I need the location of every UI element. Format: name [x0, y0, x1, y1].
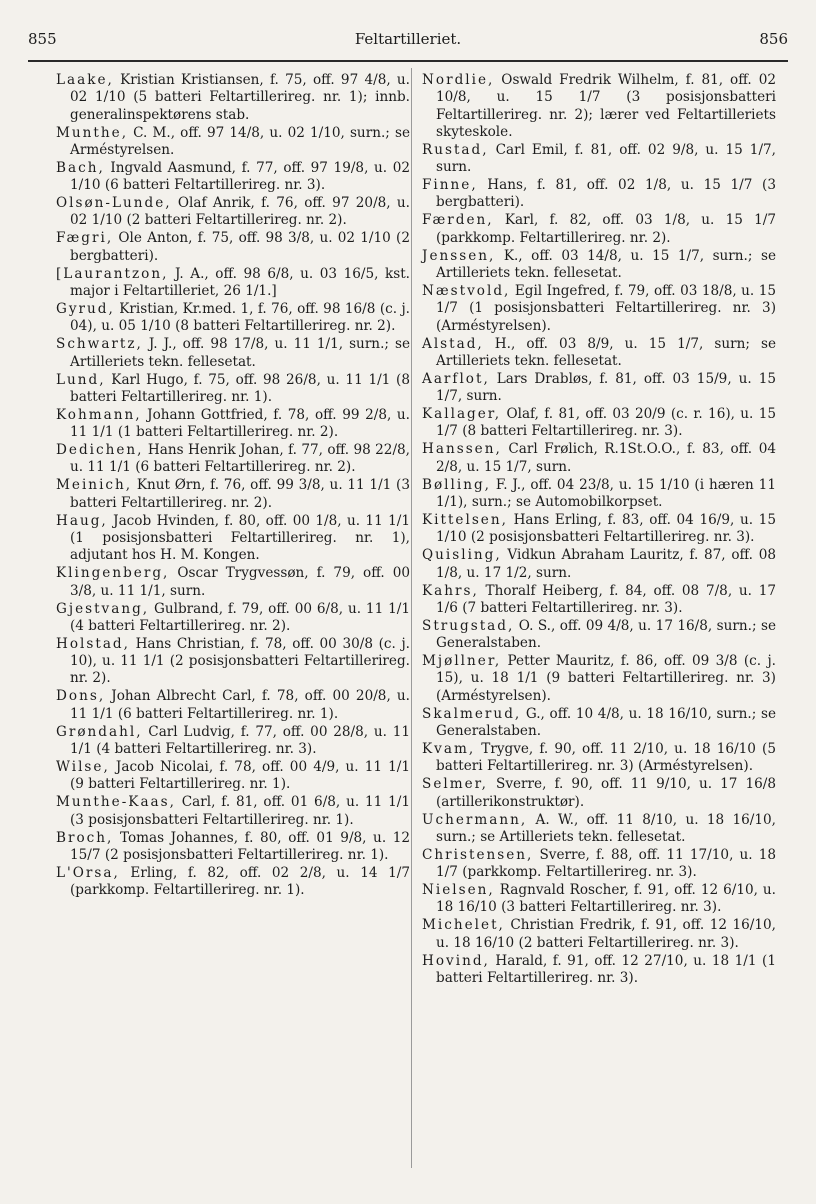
- entry-name: Michelet,: [422, 917, 505, 934]
- entry-name: Næstvold,: [422, 283, 511, 299]
- entry-name: Haug,: [56, 512, 108, 529]
- entry: [422, 142, 776, 177]
- page-header: [28, 26, 788, 62]
- entry: [422, 406, 776, 441]
- entry: [422, 953, 776, 988]
- entry-details: Egil Ingefred, f. 79, off. 03 18/8, u. 15 1/7 (1 posisjonsbatteri Feltartillerireg. nr. 3) (Arméstyrelsen).: [436, 283, 776, 334]
- entry-details: Hans Henrik Johan, f. 77, off. 98 22/8, u. 11 1/1 (6 batteri Feltartillerireg. nr. 2).: [70, 442, 410, 476]
- entry-name: Olsøn-Lunde,: [56, 195, 172, 212]
- entry-details: Karl, f. 82, off. 03 1/8, u. 15 1/7 (parkkomp. Feltartillerireg. nr. 2).: [436, 212, 776, 246]
- entry-name: Kahrs,: [422, 582, 479, 599]
- entry: [56, 195, 410, 230]
- entry-name: Munthe-Kaas,: [56, 794, 176, 811]
- entry: [56, 565, 410, 600]
- entry-name: Selmer,: [422, 776, 488, 793]
- entry-name: Gjestvang,: [56, 600, 150, 617]
- entry-name: Jenssen,: [422, 247, 496, 264]
- entry: [422, 917, 776, 952]
- entry: [422, 371, 776, 406]
- entry-name: Aarflot,: [422, 370, 490, 387]
- entry: [422, 812, 776, 847]
- column-divider: [411, 68, 412, 1168]
- entry: [56, 266, 410, 301]
- entry-details: Oscar Trygvessøn, f. 79, off. 00 3/8, u. 11 1/1, surn.: [70, 565, 410, 599]
- entry-details: Sverre, f. 90, off. 11 9/10, u. 17 16/8 (artillerikonstruktør).: [436, 776, 776, 810]
- entry: [56, 477, 410, 512]
- entry-details: Carl Emil, f. 81, off. 02 9/8, u. 15 1/7, surn.: [436, 141, 776, 176]
- entry-details: Carl Ludvig, f. 77, off. 00 28/8, u. 11 1/1 (4 batteri Feltartillerireg. nr. 3).: [70, 723, 410, 757]
- entry: [422, 177, 776, 212]
- entry-name: Lund,: [56, 371, 106, 388]
- entry: [56, 336, 410, 371]
- entry-details: Olaf Anrik, f. 76, off. 97 20/8, u. 02 1/10 (2 batteri Feltartillerireg. nr. 2).: [70, 195, 410, 229]
- entry-name: Munthe,: [56, 124, 129, 141]
- entry-details: Hans Erling, f. 83, off. 04 16/9, u. 15 1/10 (2 posisjonsbatteri Feltartillerireg. nr. 3).: [436, 511, 776, 546]
- entry: [56, 407, 410, 442]
- entry: [56, 759, 410, 794]
- entry: [56, 601, 410, 636]
- entry-name: Grøndahl,: [56, 723, 143, 740]
- entry-details: J. J., off. 98 17/8, u. 11 1/1, surn.; se Artilleriets tekn. fellesetat.: [70, 336, 410, 370]
- entry-name: Hovind,: [422, 952, 490, 969]
- entry-name: Kvam,: [422, 740, 476, 757]
- entry-name: Færden,: [422, 212, 494, 229]
- entry-name: Strugstad,: [422, 617, 515, 634]
- entry-name: Kallager,: [422, 406, 502, 423]
- entry-name: Nielsen,: [422, 882, 495, 899]
- entry-name: Skalmerud,: [422, 705, 522, 722]
- entry-name: Gyrud,: [56, 300, 115, 317]
- entry-name: Bach,: [56, 159, 105, 176]
- entry: [422, 776, 776, 811]
- entry-details: Harald, f. 91, off. 12 27/10, u. 18 1/1 (1 batteri Feltartillerireg. nr. 3).: [436, 952, 776, 986]
- entry-details: Carl Frølich, R.1St.O.O., f. 83, off. 04 2/8, u. 15 1/7, surn.: [436, 441, 776, 475]
- entry: [56, 830, 410, 865]
- entry: [422, 248, 776, 283]
- entry: [422, 653, 776, 705]
- entry: [422, 477, 776, 512]
- entry-name: Alstad,: [422, 335, 484, 352]
- entry-details: H., off. 03 8/9, u. 15 1/7, surn; se Artilleriets tekn. fellesetat.: [436, 335, 776, 369]
- entry-name: L'Orsa,: [56, 864, 120, 881]
- entry-name: Klingenberg,: [56, 565, 170, 582]
- entry-details: Karl Hugo, f. 75, off. 98 26/8, u. 11 1/1 (8 batteri Feltartillerireg. nr. 1).: [70, 371, 410, 405]
- entry-name: Meinich,: [56, 477, 133, 494]
- page-number-right: 856: [759, 30, 788, 48]
- entry-name: Mjøllner,: [422, 653, 502, 670]
- entry-name: Kittelsen,: [422, 511, 508, 528]
- entry-name: [Laurantzon,: [56, 265, 169, 282]
- entry-details: Jacob Nicolai, f. 78, off. 00 4/9, u. 11 1/1 (9 batteri Feltartillerireg. nr. 1).: [70, 758, 410, 793]
- entry-details: J. A., off. 98 6/8, u. 03 16/5, kst. major i Feltartilleriet, 26 1/1.]: [70, 265, 410, 299]
- entry: [56, 724, 410, 759]
- entry-details: Ingvald Aasmund, f. 77, off. 97 19/8, u. 02 1/10 (6 batteri Feltartillerireg. nr. 3).: [70, 159, 410, 194]
- entry: [422, 882, 776, 917]
- entry-details: Knut Ørn, f. 76, off. 99 3/8, u. 11 1/1 (3 batteri Feltartillerireg. nr. 2).: [70, 477, 410, 511]
- entry-details: Gulbrand, f. 79, off. 00 6/8, u. 11 1/1 (4 batteri Feltartillerireg. nr. 2).: [70, 600, 410, 634]
- entry-details: Thoralf Heiberg, f. 84, off. 08 7/8, u. 17 1/6 (7 batteri Feltartillerireg. nr. 3).: [436, 582, 776, 616]
- entry-name: Finne,: [422, 177, 478, 194]
- page-title: Feltartilleriet.: [354, 30, 462, 48]
- entry-details: Hans, f. 81, off. 02 1/8, u. 15 1/7 (3 bergbatteri).: [436, 177, 776, 211]
- entry-details: Ole Anton, f. 75, off. 98 3/8, u. 02 1/10 (2 bergbatteri).: [70, 230, 410, 264]
- entry-name: Dedichen,: [56, 442, 144, 459]
- entry-details: Johann Gottfried, f. 78, off. 99 2/8, u. 11 1/1 (1 batteri Feltartillerireg. nr. 2).: [70, 406, 410, 441]
- entry-details: Hans Christian, f. 78, off. 00 30/8 (c. j. 10), u. 11 1/1 (2 posisjonsbatteri Feltartillerireg. nr. 2).: [70, 635, 410, 687]
- entry-details: F. J., off. 04 23/8, u. 15 1/10 (i hæren 11 1/1), surn.; se Automobilkorpset.: [436, 476, 776, 510]
- entry-name: Laake,: [56, 72, 114, 88]
- entry-details: Kristian, Kr.med. 1, f. 76, off. 98 16/8 (c. j. 04), u. 05 1/10 (8 batteri Feltartillerireg. nr. 2).: [70, 300, 410, 335]
- entry: [422, 336, 776, 371]
- entry: [56, 513, 410, 565]
- entry-name: Holstad,: [56, 635, 130, 652]
- entry: [422, 618, 776, 653]
- page-number-left: 855: [28, 30, 57, 48]
- entry-details: G., off. 10 4/8, u. 18 16/10, surn.; se Generalstaben.: [436, 705, 776, 739]
- entry: [422, 847, 776, 882]
- entry: [422, 512, 776, 547]
- entry-details: Olaf, f. 81, off. 03 20/9 (c. r. 16), u. 15 1/7 (8 batteri Feltartillerireg. nr. 3).: [436, 406, 776, 440]
- entry-name: Dons,: [56, 688, 106, 705]
- entry: [422, 441, 776, 476]
- entry: [422, 583, 776, 618]
- entry: [56, 230, 410, 265]
- entry-details: Johan Albrecht Carl, f. 78, off. 00 20/8, u. 11 1/1 (6 batteri Feltartillerireg. nr. 1).: [70, 688, 410, 722]
- entry-name: Broch,: [56, 829, 114, 846]
- entry-details: Sverre, f. 88, off. 11 17/10, u. 18 1/7 (parkkomp. Feltartillerireg. nr. 3).: [436, 846, 776, 881]
- right-column: [422, 72, 776, 988]
- entry-name: Schwartz,: [56, 336, 143, 353]
- entry-details: Christian Fredrik, f. 91, off. 12 16/10, u. 18 16/10 (2 batteri Feltartillerireg. nr. 3).: [436, 917, 776, 951]
- entry-name: Rustad,: [422, 141, 489, 158]
- entry-name: Bølling,: [422, 476, 491, 493]
- entry: [56, 688, 410, 723]
- entry: [422, 547, 776, 582]
- entry-name: Hanssen,: [422, 441, 502, 458]
- entry-name: Fægri,: [56, 230, 114, 247]
- entry-details: Petter Mauritz, f. 86, off. 09 3/8 (c. j. 15), u. 18 1/1 (9 batteri Feltartillerireg. nr. 3) (Arméstyrelsen).: [436, 653, 776, 704]
- entry-name: Uchermann,: [422, 811, 528, 828]
- entry: [56, 442, 410, 477]
- entry-details: Lars Drabløs, f. 81, off. 03 15/9, u. 15 1/7, surn.: [436, 370, 776, 405]
- entry-details: Erling, f. 82, off. 02 2/8, u. 14 1/7 (parkkomp. Feltartillerireg. nr. 1).: [70, 864, 410, 899]
- entry-details: Vidkun Abraham Lauritz, f. 87, off. 08 1/8, u. 17 1/2, surn.: [436, 547, 776, 581]
- entry-details: Trygve, f. 90, off. 11 2/10, u. 18 16/10 (5 batteri Feltartillerireg. nr. 3) (Arméstyrelsen).: [436, 740, 776, 775]
- entry-details: Ragnvald Roscher, f. 91, off. 12 6/10, u. 18 16/10 (3 batteri Feltartillerireg. nr. 3).: [436, 882, 776, 916]
- entry: [56, 794, 410, 829]
- entry-details: Kristian Kristiansen, f. 75, off. 97 4/8, u. 02 1/10 (5 batteri Feltartillerireg. nr. 1); innb. generalinspektørens stab.: [70, 72, 410, 123]
- entry: [56, 372, 410, 407]
- left-column: [56, 72, 410, 900]
- entry-details: Jacob Hvinden, f. 80, off. 00 1/8, u. 11 1/1 (1 posisjonsbatteri Feltartillerireg. nr. 1), adjutant hos H. M. Kongen.: [70, 512, 410, 564]
- entry: [422, 72, 776, 141]
- entry: [422, 706, 776, 741]
- entry: [422, 283, 776, 335]
- entry: [56, 301, 410, 336]
- entry-details: O. S., off. 09 4/8, u. 17 16/8, surn.; se Generalstaben.: [436, 617, 776, 652]
- entry-details: Tomas Johannes, f. 80, off. 01 9/8, u. 12 15/7 (2 posisjonsbatteri Feltartillerireg. nr. 1).: [70, 829, 410, 863]
- entry-name: Nordlie,: [422, 72, 495, 88]
- entry: [56, 865, 410, 900]
- entry: [422, 212, 776, 247]
- entry-details: A. W., off. 11 8/10, u. 18 16/10, surn.; se Artilleriets tekn. fellesetat.: [436, 811, 776, 845]
- entry: [56, 636, 410, 688]
- entry-name: Christensen,: [422, 846, 534, 863]
- entry: [56, 160, 410, 195]
- entry-details: Carl, f. 81, off. 01 6/8, u. 11 1/1 (3 posisjonsbatteri Feltartillerireg. nr. 1).: [70, 794, 410, 828]
- entry: [56, 72, 410, 124]
- entry-details: K., off. 03 14/8, u. 15 1/7, surn.; se Artilleriets tekn. fellesetat.: [436, 247, 776, 282]
- entry-details: Oswald Fredrik Wilhelm, f. 81, off. 02 10/8, u. 15 1/7 (3 posisjonsbatteri Feltartillerireg. nr. 2); lærer ved Feltartilleriets skyteskole.: [436, 72, 776, 140]
- entry-name: Kohmann,: [56, 406, 142, 423]
- entry: [56, 125, 410, 160]
- entry-name: Quisling,: [422, 547, 502, 564]
- entry-details: C. M., off. 97 14/8, u. 02 1/10, surn.; se Arméstyrelsen.: [70, 124, 410, 158]
- entry-name: Wilse,: [56, 758, 110, 775]
- entry: [422, 741, 776, 776]
